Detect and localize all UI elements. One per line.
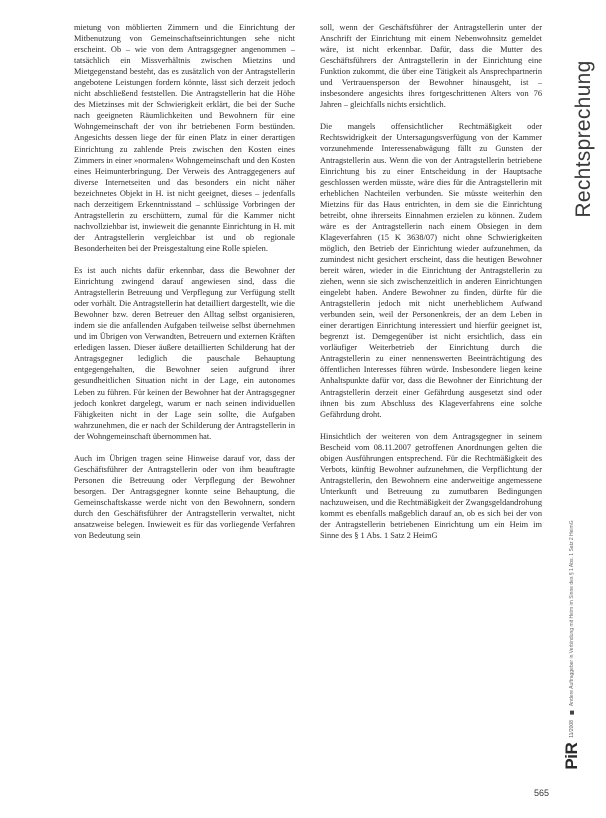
paragraph: Hinsichtlich der weiteren von dem Antragsgegner in seinem Bescheid vom 08.11.2007 getroffenen Anordnungen gelten die obigen Ausführungen entsprechend. Für die Rechtmäßigkeit des Verbots, künftig Bewohner aufzunehmen, die Verpflichtung der Antragstellerin, den Bewohnern eine anderweitige angemessene Unterkunft und Betreuung zu zumutbaren Bedingungen nachzuweisen, und die Rechtmäßigkeit der Zwangsgeldandrohung kommt es ebenfalls maßgeblich darauf an, ob es sich bei der von der Antragstellerin betriebenen Einrichtung um ein Heim im Sinne des § 1 Abs. 1 Satz 2 HeimG <box>320 431 542 541</box>
running-title: Andere Auftraggeber in Verbindung mit Heim im Sinne des § 1 Abs. 1 Satz 2 HeimG <box>569 520 575 707</box>
journal-issue: 11/2008 <box>569 720 575 738</box>
journal-footer-strip <box>560 500 584 790</box>
section-heading-text: Rechtsprechung <box>572 60 595 218</box>
paragraph: mietung von möblierten Zimmern und die Einrichtung der Mitbenutzung von Gemeinschaftseinrichtungen sehe nicht erscheint. Ob – wie von dem Antragsgegner angenommen – tatsächlich ein Missverhältnis zwischen Mietzins und Mietgegenstand besteht, das es zusätzlich von der Antragstellerin angebotene Leistungen fordern könnte, lässt sich derzeit jedoch nicht abschließend feststellen. Die Antragstellerin hat die Höhe des Mietzinses mit der Schwierigkeit erklärt, die bei der Suche nach geeigneten Räumlichkeiten und Bewohnern für eine Wohngemeinschaft der von ihr betriebenen Form bestünden. Angesichts dessen liege der für einen Platz in einer derartigen Einrichtung zu zahlende Preis zwischen den Kosten eines Zimmers in einer »normalen« Wohngemeinschaft und den Kosten eines Heimunterbringung. Der Verweis des Antraggegeners auf diverse Internetseiten und das besonders ein nicht näher bezeichnetes Objekt in H. ist nicht geeignet, dieses – jedenfalls nach derzeitigem Erkenntnisstand – schlüssige Vorbringen der Antragstellerin zu erschüttern, zumal für die Kammer nicht nachvollziehbar ist, inwieweit die genannte Einrichtung in H. mit der Antragstellerin vergleichbar ist und ob regionale Besonderheiten bei der Preisgestaltung eine Rolle spielen. <box>74 23 295 253</box>
section-heading <box>572 34 596 244</box>
left-column <box>74 22 295 541</box>
paragraph: soll, wenn der Geschäftsführer der Antragstellerin unter der Anschrift der Einrichtung mit einem Nebenwohnsitz gemeldet wäre, ist nicht erkennbar. Dafür, dass die Mutter des Geschäftsführers der Antragstellerin in der Einrichtung eine Funktion zukommt, die über eine Tätigkeit als Ansprechpartnerin und Vertrauensperson der Bewohner hinausgeht, ist – insbesondere angesichts ihres fortgeschrittenen Alters von 76 Jahren – gleichfalls nichts ersichtlich. <box>320 23 542 110</box>
paragraph: Auch im Übrigen tragen seine Hinweise darauf vor, dass der Geschäftsführer der Antragstellerin oder von ihm beauftragte Personen die Betreuung oder Verpflegung der Bewohner besorgen. Der Antragsgegner konnte seine Behauptung, die Gemeinschaftskasse werde nicht von den Bewohnern, sondern durch den Geschäftsführer der Antragstellerin verwaltet, nicht ansatzweise belegen. Inwieweit es für das vorliegende Verfahren von Bedeutung sein <box>74 453 295 541</box>
paragraph: Es ist auch nichts dafür erkennbar, dass die Bewohner der Einrichtung zwingend darauf angewiesen sind, dass die Antragstellerin Betreuung und Verpflegung zur Verfügung stellt oder vorhält. Die Antragstellerin hat detailliert dargestellt, wie die Bewohner bzw. deren Betreuer den Alltag selbst organisieren, indem sie die anfallenden Aufgaben teilweise selbst übernehmen und im Übrigen von Verwandten, Betreuern und externen Kräften erledigen lassen. Dieser äußere detaillierten Schilderung hat der Antragsgegner lediglich die pauschale Behauptung entgegengehalten, die Bewohner seien aufgrund ihrer gesundheitlichen Situation nicht in der Lage, ein autonomes Leben zu führen. Für keinen der Bewohner hat der Antragsgegner jedoch konkret dargelegt, warum er nach seinen individuellen Fähigkeiten nicht in der Lage sein sollte, die Aufgaben wahrzunehmen, die er nach der Schilderung der Antragstellerin in der Wohngemeinschaft übernommen hat. <box>74 265 295 441</box>
square-bullet-icon <box>570 711 574 715</box>
right-column <box>320 22 542 541</box>
page-number: 565 <box>534 788 550 798</box>
paragraph: Die mangels offensichtlicher Rechtmäßigkeit oder Rechtswidrigkeit der Untersagungsverfügung von der Kammer vorzunehmende Interessenabwägung fällt zu Gunsten der Antragstellerin aus. Wenn die von der Antragstellerin betriebene Einrichtung bis zu einer Entscheidung in der Hauptsache geschlossen werden müsste, wäre dies für die Antragstellerin mit erheblichen Nachteilen verbunden. Sie müsste weiterhin den Mietzins für das Haus entrichten, in dem sie die Einrichtung betreibt, ohne ihrerseits Einnahmen erzielen zu können. Zudem wäre es der Antragstellerin nach einem Obsiegen in dem Klageverfahren (15 K 3638/07) nicht ohne Schwierigkeiten möglich, den Betrieb der Einrichtung wieder aufzunehmen, da zumindest nicht gesichert erscheint, dass die heutigen Bewohner bereit wären, wieder in die Einrichtung der Antragstellerin zu ziehen, wenn sie sich zwischenzeitlich in anderen Einrichtungen eingelebt haben. Andere Bewohner zu finden, dürfte für die Antragstellerin jedoch mit nicht unerheblichem Aufwand verbunden sein, weil der Personenkreis, der an dem Leben in einer derartigen Einrichtung interessiert und hierfür geeignet ist, begrenzt ist. Demgegenüber ist nicht ersichtlich, dass ein vorläufiger Weiterbetrieb der Einrichtung durch die Antragstellerin zu einer nennenswerten Beeinträchtigung des öffentlichen Interesses führen würde. Insbesondere liegen keine Anhaltspunkte dafür vor, dass die Bewohner der Einrichtung der Antragstellerin derzeit einer Gefährdung ausgesetzt sind oder ihnen bis zum Abschluss des Klageverfahrens eine solche Gefährdung droht. <box>320 122 542 419</box>
journal-logo: PiR <box>562 742 581 770</box>
